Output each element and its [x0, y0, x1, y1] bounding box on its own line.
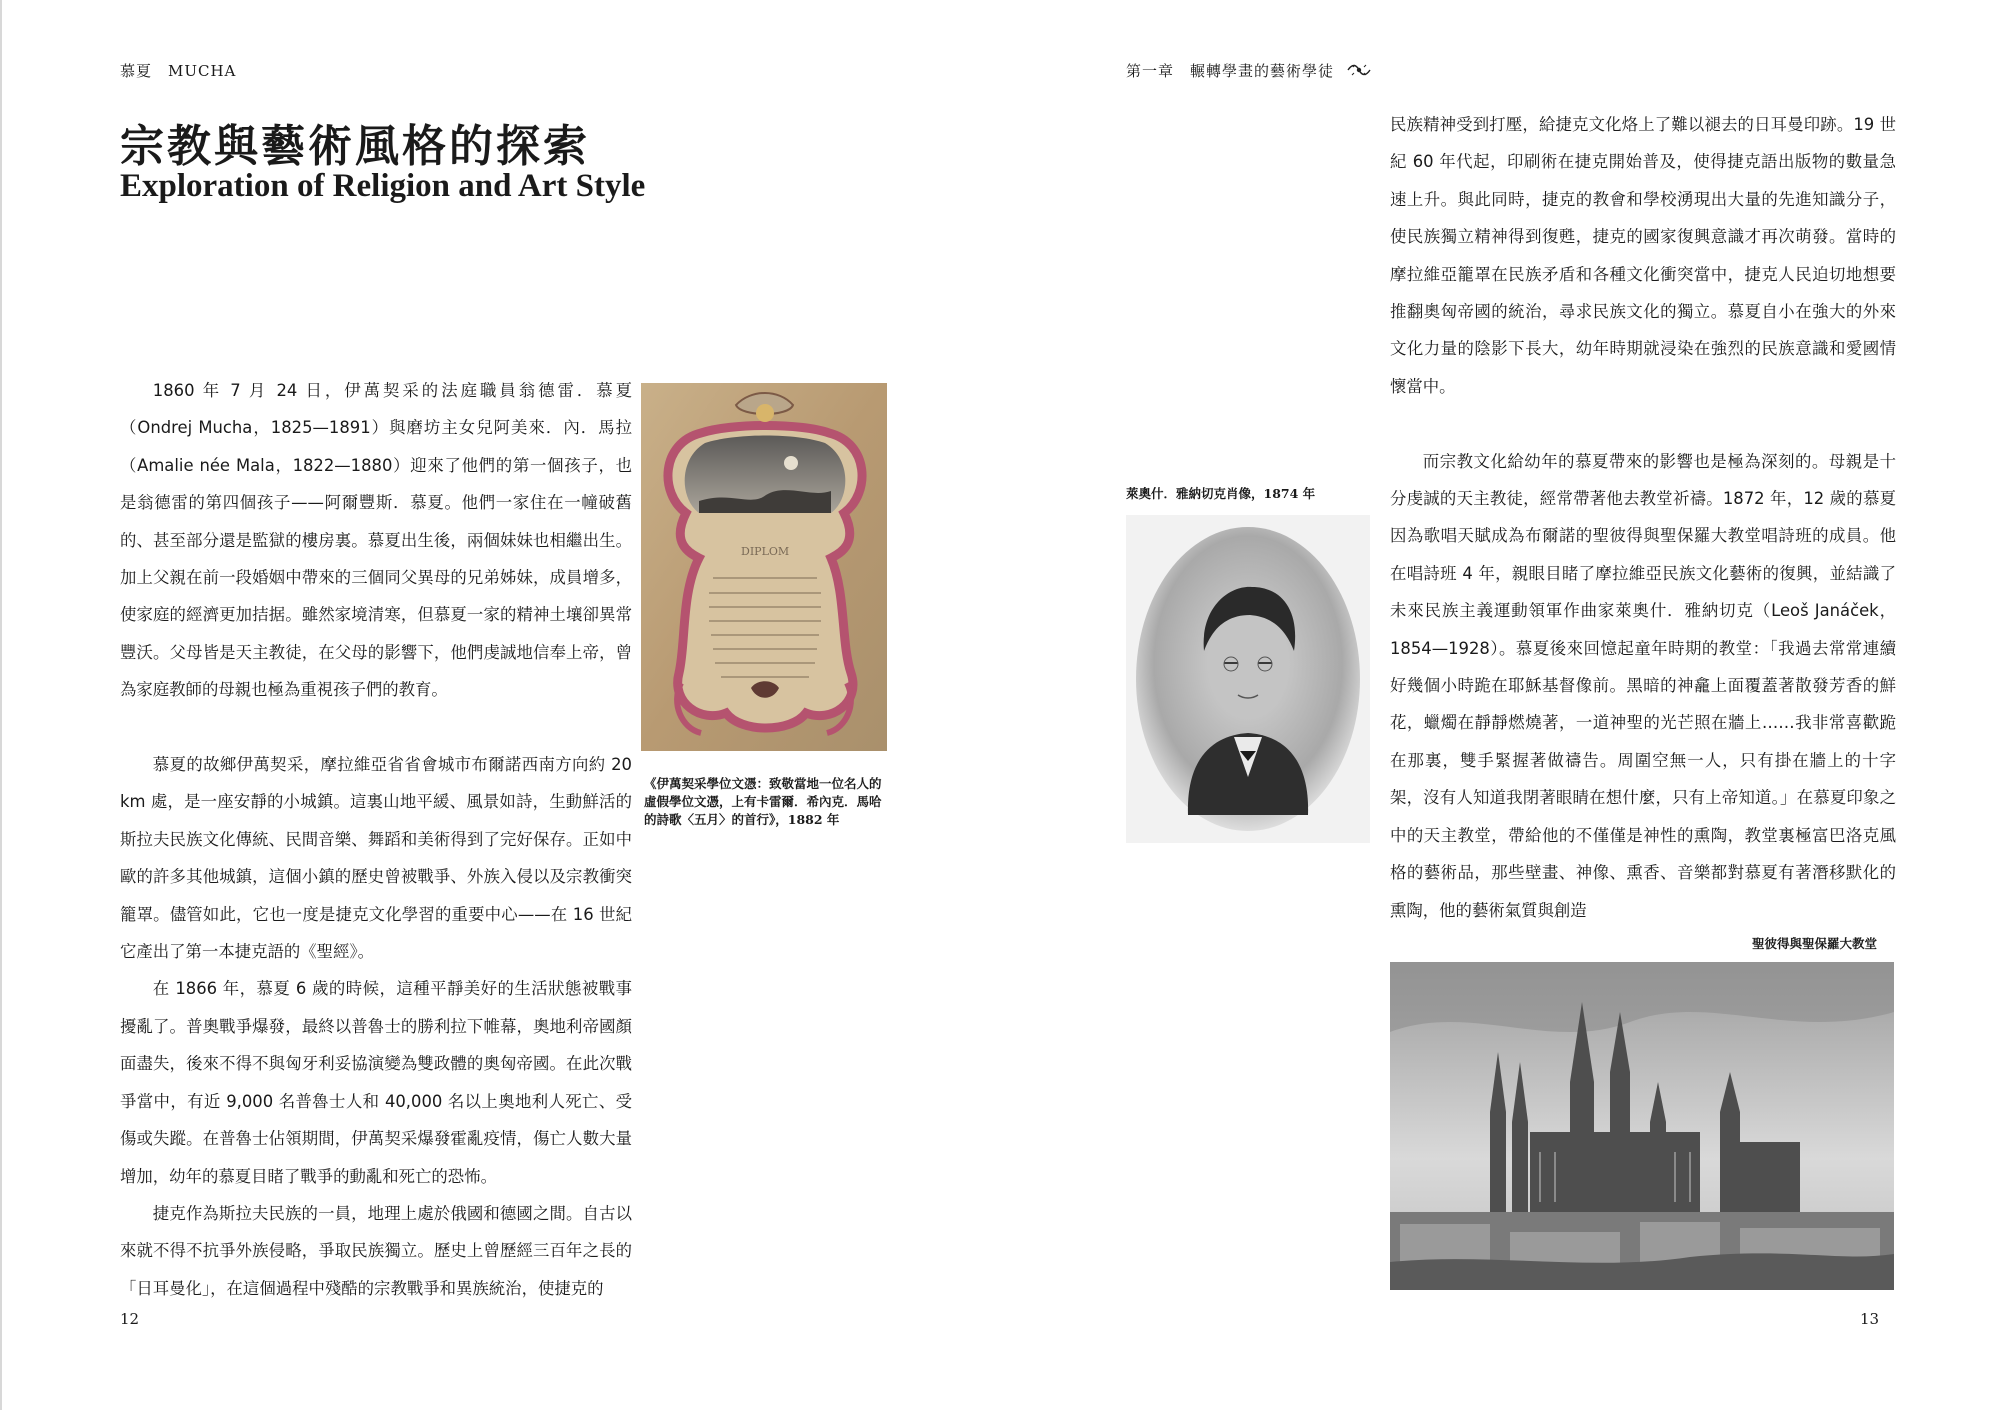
cathedral-photo-image	[1390, 962, 1894, 1290]
svg-text:DIPLOM: DIPLOM	[741, 545, 790, 558]
body-paragraph: 而宗教文化給幼年的慕夏帶來的影響也是極為深刻的。母親是十分虔誠的天主教徒，經常帶著他去教堂祈禱。1872 年，12 歲的慕夏因為歌唱天賦成為布爾諾的聖彼得與聖保羅大教堂唱詩班的成員。他在唱詩班 4 年，親眼目睹了摩拉維亞民族文化藝術的復興，並結識了未來民族主義運動領軍作曲家萊奧什．雅納切克（Leoš Janáček，1854—1928）。慕夏後來回憶起童年時期的教堂：「我過去常常連續好幾個小時跪在耶穌基督像前。黑暗的神龕上面覆蓋著散發芳香的鮮花，蠟燭在靜靜燃燒著，一道神聖的光芒照在牆上……我非常喜歡跪在那裏，雙手緊握著做禱告。周圍空無一人，只有掛在牆上的十字架，沒有人知道我閉著眼睛在想什麼，只有上帝知道。」在慕夏印象之中的天主教堂，帶給他的不僅僅是神性的熏陶，教堂裏極富巴洛克風格的藝術品，那些壁畫、神像、熏香、音樂都對慕夏有著潛移默化的熏陶，他的藝術氣質與創造	[1390, 451, 1896, 920]
page-number-left: 12	[120, 1310, 140, 1328]
body-paragraph: 1860 年 7 月 24 日，伊萬契采的法庭職員翁德雷．慕夏（Ondrej Mucha，1825—1891）與磨坊主女兒阿美來．內．馬拉（Amalie née Mala，1822—1880）迎來了他們的第一個孩子，也是翁德雷的第四個孩子——阿爾豐斯．慕夏。他們一家住在一幢破舊的、甚至部分還是監獄的樓房裏。慕夏出生後，兩個妹妹也相繼出生。加上父親在前一段婚姻中帶來的三個同父異母的兄弟姊妹，成員增多，使家庭的經濟更加拮据。雖然家境清寒，但慕夏一家的精神土壤卻異常豐沃。父母皆是天主教徒，在父母的影響下，他們虔誠地信奉上帝，曾為家庭教師的母親也極為重視孩子們的教育。	[120, 381, 632, 700]
page-number-right: 13	[1860, 1310, 1880, 1328]
running-head-text: 第一章 輾轉學畫的藝術學徒	[1126, 62, 1335, 80]
diploma-artwork-image	[641, 383, 887, 751]
body-paragraph: 在 1866 年，慕夏 6 歲的時候，這種平靜美好的生活狀態被戰事擾亂了。普奧戰爭爆發，最終以普魯士的勝利拉下帷幕，奧地利帝國顏面盡失，後來不得不與匈牙利妥協演變為雙政體的奧匈帝國。在此次戰爭當中，有近 9,000 名普魯士人和 40,000 名以上奧地利人死亡、受傷或失蹤。在普魯士佔領期間，伊萬契采爆發霍亂疫情，傷亡人數大量增加，幼年的慕夏目睹了戰爭的動亂和死亡的恐怖。	[120, 979, 632, 1186]
cathedral-caption: 聖彼得與聖保羅大教堂	[1752, 936, 1878, 951]
chapter-title-chinese: 宗教與藝術風格的探索	[120, 121, 590, 172]
diploma-caption: 《伊萬契采學位文憑：致敬當地一位名人的虛假學位文憑，上有卡雷爾．希內克．馬哈的詩歌〈五月〉的首行》，1882 年	[644, 776, 882, 827]
chapter-title-english: Exploration of Religion and Art Style	[120, 168, 646, 204]
left-body-text	[120, 372, 632, 1307]
right-page	[1000, 0, 2000, 1410]
janacek-portrait-image	[1126, 515, 1370, 843]
body-paragraph: 民族精神受到打壓，給捷克文化烙上了難以褪去的日耳曼印跡。19 世紀 60 年代起，印刷術在捷克開始普及，使得捷克語出版物的數量急速上升。與此同時，捷克的教會和學校湧現出大量的先進知識分子，使民族獨立精神得到復甦，捷克的國家復興意識才再次萌發。當時的摩拉維亞籠罩在民族矛盾和各種文化衝突當中，捷克人民迫切地想要推翻奧匈帝國的統治，尋求民族文化的獨立。慕夏自小在強大的外來文化力量的陰影下長大，幼年時期就浸染在強烈的民族意識和愛國情懷當中。	[1390, 115, 1896, 396]
body-paragraph: 捷克作為斯拉夫民族的一員，地理上處於俄國和德國之間。自古以來就不得不抗爭外族侵略，爭取民族獨立。歷史上曾歷經三百年之長的「日耳曼化」，在這個過程中殘酷的宗教戰爭和異族統治，使捷克的	[120, 1203, 632, 1298]
body-paragraph: 慕夏的故鄉伊萬契采，摩拉維亞省省會城市布爾諾西南方向約 20 km 處，是一座安靜的小城鎮。這裏山地平緩、風景如詩，生動鮮活的斯拉夫民族文化傳統、民間音樂、舞蹈和美術得到了完好保存。正如中歐的許多其他城鎮，這個小鎮的歷史曾被戰爭、外族入侵以及宗教衝突籠罩。儘管如此，它也一度是捷克文化學習的重要中心——在 16 世紀它產出了第一本捷克語的《聖經》。	[120, 755, 632, 962]
floral-ornament-icon	[1346, 62, 1372, 82]
right-body-text	[1390, 106, 1896, 929]
portrait-caption: 萊奧什．雅納切克肖像，1874 年	[1126, 486, 1316, 501]
running-head-left: 慕夏 MUCHA	[120, 62, 237, 80]
running-head-right	[1126, 60, 1372, 82]
